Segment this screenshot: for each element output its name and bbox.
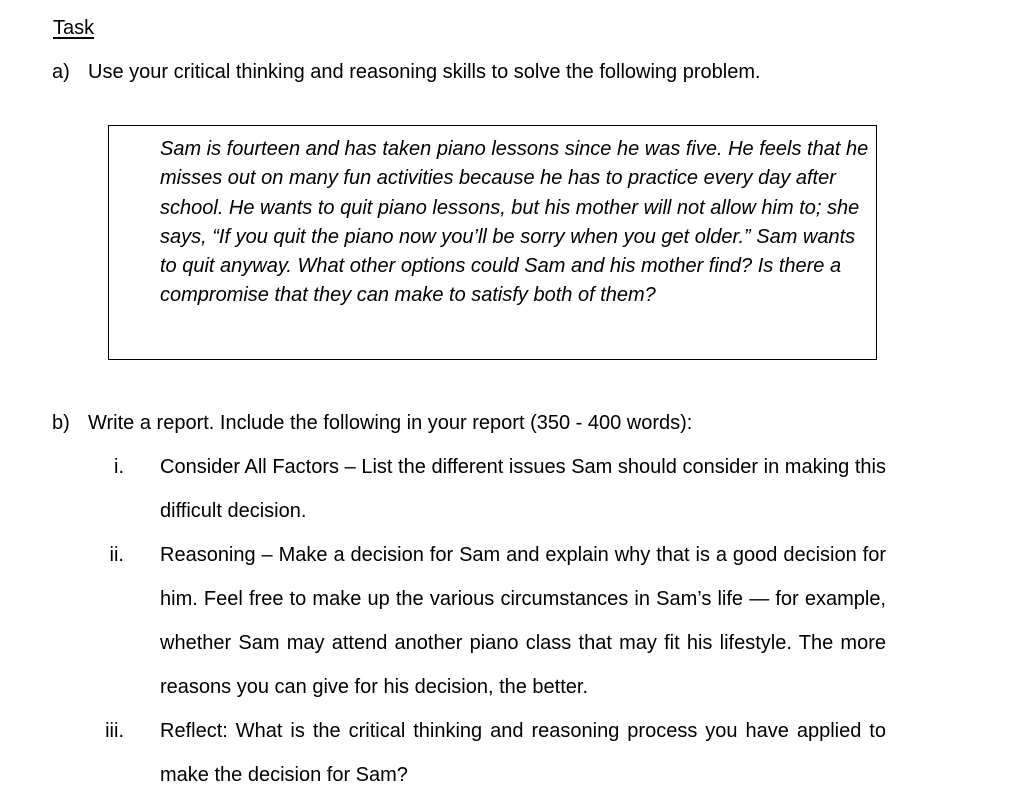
part-a-text: Use your critical thinking and reasoning skills to solve the following problem. bbox=[88, 61, 761, 83]
list-item-numeral: ii. bbox=[109, 544, 124, 566]
list-item-text: Reasoning – Make a decision for Sam and explain why that is a good decision for him. Feel free to make up the various circumstances in Sam’s life — for example, whether Sam may attend another piano class that may fit his lifestyle. The more reasons you can give for his decision, the better. bbox=[160, 544, 886, 698]
part-a-letter: a) bbox=[52, 61, 70, 83]
problem-box bbox=[108, 125, 877, 360]
part-b-letter: b) bbox=[52, 412, 70, 434]
part-b-instruction bbox=[52, 409, 692, 437]
part-a-instruction bbox=[52, 58, 761, 86]
problem-text: Sam is fourteen and has taken piano lessons since he was five. He feels that he misses out on many fun activities because he has to practice every day after school. He wants to quit piano lessons, but his mother will not allow him to; she says, “If you quit the piano now you’ll be sorry when you get older.” Sam wants to quit anyway. What other options could Sam and his mother find? Is there a compromise that they can make to satisfy both of them? bbox=[160, 138, 869, 307]
list-item-text: Reflect: What is the critical thinking and reasoning process you have applied to make the decision for Sam? bbox=[160, 720, 886, 786]
list-item-numeral: iii. bbox=[105, 720, 124, 742]
list-item-text: Consider All Factors – List the different issues Sam should consider in making this difficult decision. bbox=[160, 456, 886, 522]
task-heading: Task bbox=[53, 17, 95, 39]
part-b-text: Write a report. Include the following in your report (350 - 400 words): bbox=[88, 412, 693, 434]
list-item-numeral: i. bbox=[114, 456, 124, 478]
